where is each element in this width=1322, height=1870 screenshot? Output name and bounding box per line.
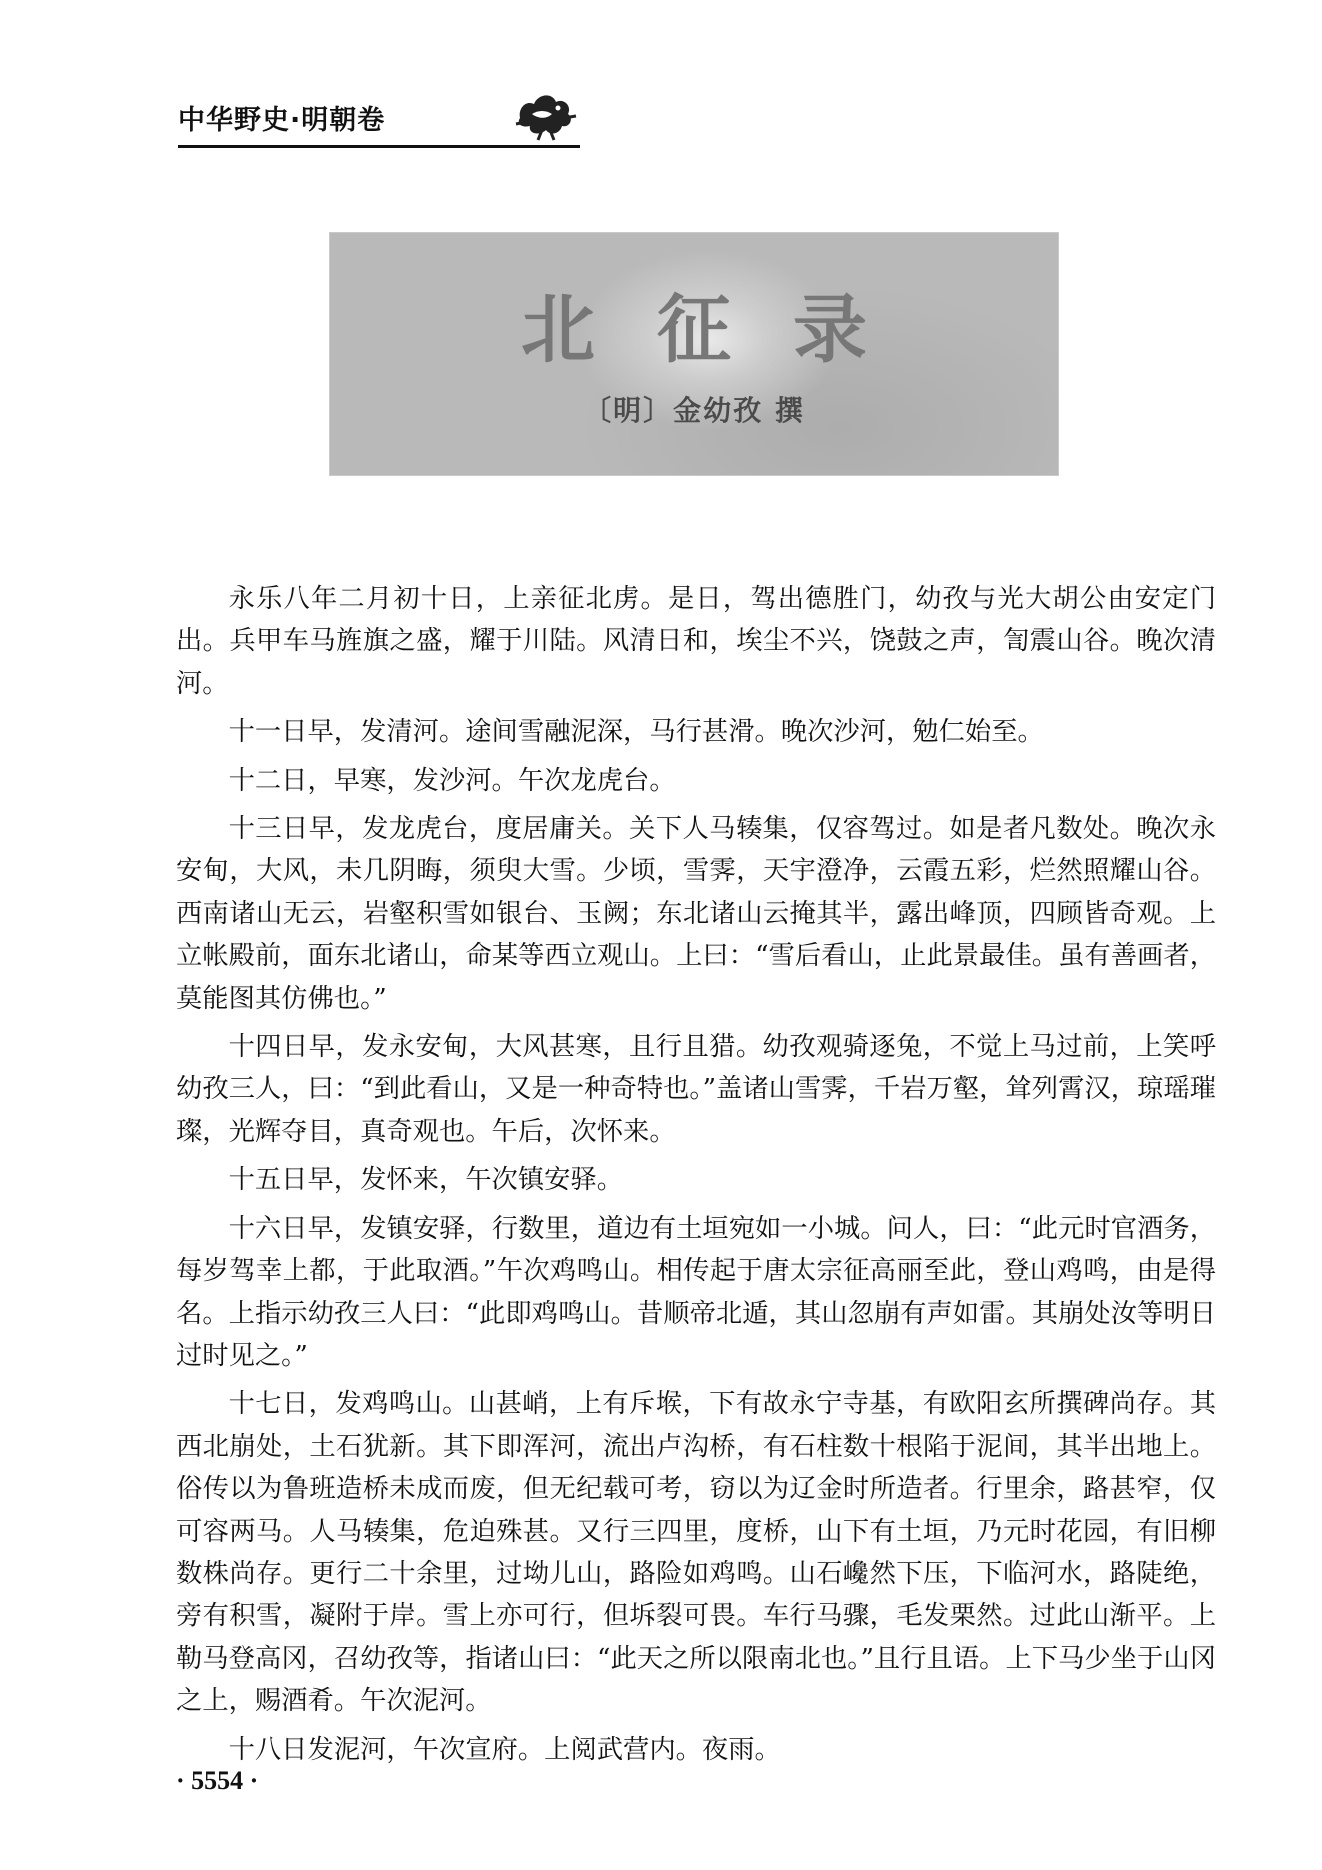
paragraph: 十五日早，发怀来，午次镇安驿。 (228, 1165, 624, 1196)
paragraph: 十八日发泥河，午次宣府。上阅武营内。夜雨。 (228, 1734, 781, 1765)
paragraph: 十一日早，发清河。途间雪融泥深，马行甚滑。晚次沙河，勉仁始至。 (228, 717, 1044, 748)
paragraph: 十三日早，发龙虎台，度居庸关。关下人马辏集，仅容驾过。如是者凡数处。晚次永安甸，大风，未几阴晦，须臾大雪。少顷，雪霁，天宇澄净，云霞五彩，烂然照耀山谷。西南诸山无云，岩壑积雪如银台、玉阙；东北诸山云掩其半，露出峰顶，四顾皆奇观。上立帐殿前，面东北诸山，命某等西立观山。上曰：“雪后看山，止此景最佳。虽有善画者，莫能图其仿佛也。” (176, 814, 1216, 1014)
paragraph: 十七日，发鸡鸣山。山甚峭，上有斥堠，下有故永宁寺基，有欧阳玄所撰碑尚存。其西北崩处，土石犹新。其下即浑河，流出卢沟桥，有石柱数十根陷于泥间，其半出地上。俗传以为鲁班造桥未成而废，但无纪载可考，窃以为辽金时所造者。行里余，路甚窄，仅可容两马。人马辏集，危迫殊甚。又行三四里，度桥，山下有土垣，乃元时花园，有旧柳数株尚存。更行二十余里，过坳儿山，路险如鸡鸣。山石巉然下压，下临河水，路陡绝，旁有积雪，凝附于岸。雪上亦可行，但坼裂可畏。车行马骤，毛发栗然。过此山渐平。上勒马登高冈，召幼孜等，指诸山曰：“此天之所以限南北也。”且行且语。上下马少坐于山冈之上，赐酒肴。午次泥河。 (176, 1389, 1216, 1717)
header-rule (178, 145, 580, 148)
running-header (178, 88, 580, 150)
title-banner (330, 233, 1058, 475)
series-title: 中华野史·明朝卷 (178, 105, 386, 136)
author-line: 〔明〕金幼孜 撰 (583, 394, 805, 427)
paragraph: 十四日早，发永安甸，大风甚寒，且行且猎。幼孜观骑逐兔，不觉上马过前，上笑呼幼孜三人，曰：“到此看山，又是一种奇特也。”盖诸山雪霁，千岩万壑，耸列霄汉，琼瑶璀璨，光辉夺目，真奇观也。午后，次怀来。 (176, 1032, 1216, 1147)
paragraph: 十二日，早寒，发沙河。午次龙虎台。 (228, 765, 676, 796)
article-body (176, 578, 1216, 1777)
page-number: · 5554 · (176, 1766, 259, 1795)
paragraph: 永乐八年二月初十日，上亲征北虏。是日，驾出德胜门，幼孜与光大胡公由安定门出。兵甲车马旌旗之盛，耀于川陆。风清日和，埃尘不兴，饶鼓之声，訇震山谷。晚次清河。 (176, 584, 1216, 699)
article-title: 北征录 (521, 287, 929, 373)
dragon-emblem-icon (512, 88, 578, 142)
paragraph: 十六日早，发镇安驿，行数里，道边有土垣宛如一小城。问人，曰：“此元时官酒务，每岁驾幸上都，于此取酒。”午次鸡鸣山。相传起于唐太宗征高丽至此，登山鸡鸣，由是得名。上指示幼孜三人曰：“此即鸡鸣山。昔顺帝北遁，其山忽崩有声如雷。其崩处汝等明日过时见之。” (176, 1213, 1216, 1371)
